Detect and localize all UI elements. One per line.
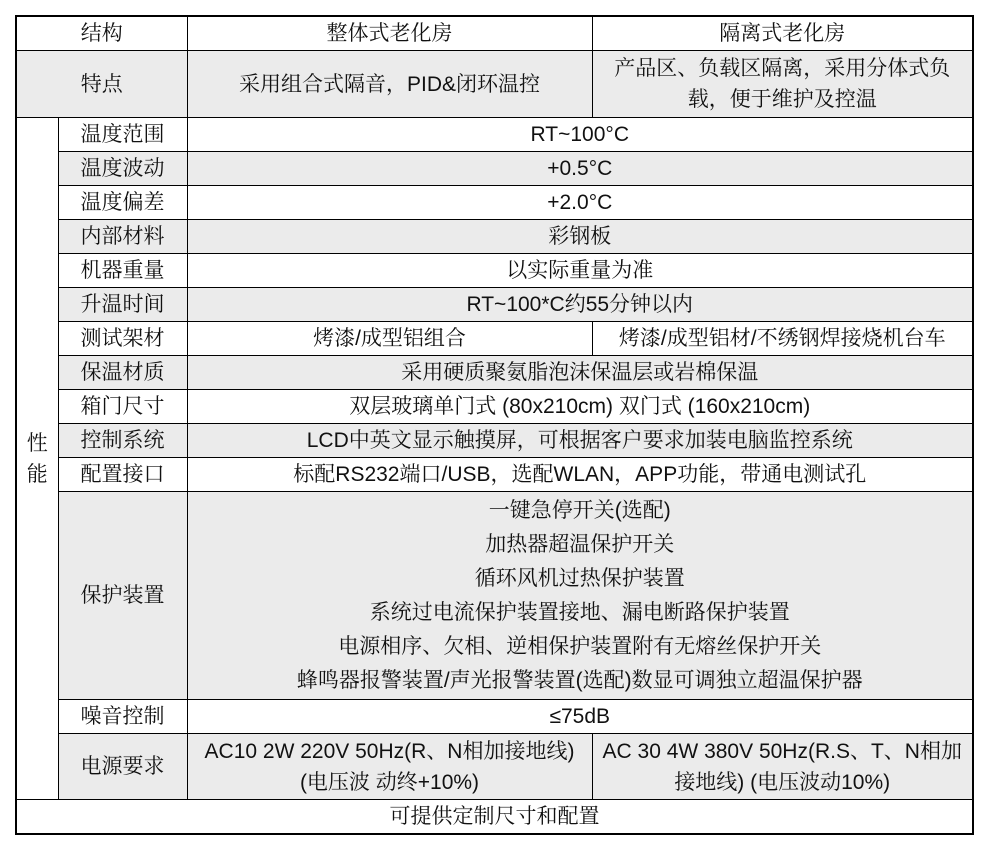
control-system-value: LCD中英文显示触摸屏，可根据客户要求加装电脑监控系统 bbox=[187, 424, 973, 458]
protection-line: 循环风机过热保护装置 bbox=[474, 566, 685, 590]
temp-fluctuation-label: 温度波动 bbox=[58, 152, 187, 186]
test-rack-isolated-value: 烤漆/成型铝材/不绣钢焊接烧机台车 bbox=[592, 322, 973, 356]
insulation-label: 保温材质 bbox=[58, 356, 187, 390]
heatup-time-value: RT~100*C约55分钟以内 bbox=[187, 288, 973, 322]
row-interior-material bbox=[16, 220, 973, 254]
protection-line: 一键急停开关(选配) bbox=[488, 498, 671, 522]
machine-weight-label: 机器重量 bbox=[58, 254, 187, 288]
spec-table bbox=[15, 15, 974, 835]
row-machine-weight bbox=[16, 254, 973, 288]
temp-fluctuation-value: +0.5°C bbox=[187, 152, 973, 186]
row-footer bbox=[16, 800, 973, 835]
test-rack-label: 测试架材 bbox=[58, 322, 187, 356]
interface-label: 配置接口 bbox=[58, 458, 187, 492]
interface-value: 标配RS232端口/USB，选配WLAN，APP功能，带通电测试孔 bbox=[187, 458, 973, 492]
row-temp-range bbox=[16, 118, 973, 152]
power-label: 电源要求 bbox=[58, 734, 187, 800]
row-insulation bbox=[16, 356, 973, 390]
footer-note: 可提供定制尺寸和配置 bbox=[16, 800, 973, 835]
row-noise bbox=[16, 700, 973, 734]
feature-label: 特点 bbox=[16, 51, 187, 118]
door-size-value: 双层玻璃单门式 (80x210cm) 双门式 (160x210cm) bbox=[187, 390, 973, 424]
power-isolated-value: AC 30 4W 380V 50Hz(R.S、T、N相加接地线) (电压波动10%) bbox=[592, 734, 973, 800]
door-size-label: 箱门尺寸 bbox=[58, 390, 187, 424]
protection-value bbox=[187, 492, 973, 700]
row-structure bbox=[16, 16, 973, 51]
feature-integral-value: 采用组合式隔音，PID&闭环温控 bbox=[187, 51, 592, 118]
structure-label: 结构 bbox=[16, 16, 187, 51]
control-system-label: 控制系统 bbox=[58, 424, 187, 458]
protection-line: 蜂鸣器报警装置/声光报警装置(选配)数显可调独立超温保护器 bbox=[296, 668, 863, 692]
row-heatup-time bbox=[16, 288, 973, 322]
protection-line: 加热器超温保护开关 bbox=[485, 532, 675, 556]
protection-line: 电源相序、欠相、逆相保护装置附有无熔丝保护开关 bbox=[338, 634, 822, 658]
row-protection bbox=[16, 492, 973, 700]
row-power bbox=[16, 734, 973, 800]
interior-material-value: 彩钢板 bbox=[187, 220, 973, 254]
insulation-value: 采用硬质聚氨脂泡沫保温层或岩棉保温 bbox=[187, 356, 973, 390]
row-feature bbox=[16, 51, 973, 118]
protection-line: 系统过电流保护装置接地、漏电断路保护装置 bbox=[369, 600, 790, 624]
row-interface bbox=[16, 458, 973, 492]
row-door-size bbox=[16, 390, 973, 424]
noise-label: 噪音控制 bbox=[58, 700, 187, 734]
interior-material-label: 内部材料 bbox=[58, 220, 187, 254]
performance-group-label: 性能 bbox=[16, 118, 58, 800]
machine-weight-value: 以实际重量为准 bbox=[187, 254, 973, 288]
test-rack-integral-value: 烤漆/成型铝组合 bbox=[187, 322, 592, 356]
row-temp-fluctuation bbox=[16, 152, 973, 186]
row-test-rack bbox=[16, 322, 973, 356]
row-temp-deviation bbox=[16, 186, 973, 220]
temp-range-label: 温度范围 bbox=[58, 118, 187, 152]
structure-integral-value: 整体式老化房 bbox=[187, 16, 592, 51]
row-control-system bbox=[16, 424, 973, 458]
structure-isolated-value: 隔离式老化房 bbox=[592, 16, 973, 51]
power-integral-value: AC10 2W 220V 50Hz(R、N相加接地线)(电压波 动终+10%) bbox=[187, 734, 592, 800]
feature-isolated-value: 产品区、负载区隔离，采用分体式负载，便于维护及控温 bbox=[592, 51, 973, 118]
noise-value: ≤75dB bbox=[187, 700, 973, 734]
temp-deviation-label: 温度偏差 bbox=[58, 186, 187, 220]
heatup-time-label: 升温时间 bbox=[58, 288, 187, 322]
temp-deviation-value: +2.0°C bbox=[187, 186, 973, 220]
temp-range-value: RT~100°C bbox=[187, 118, 973, 152]
protection-label: 保护装置 bbox=[58, 492, 187, 700]
